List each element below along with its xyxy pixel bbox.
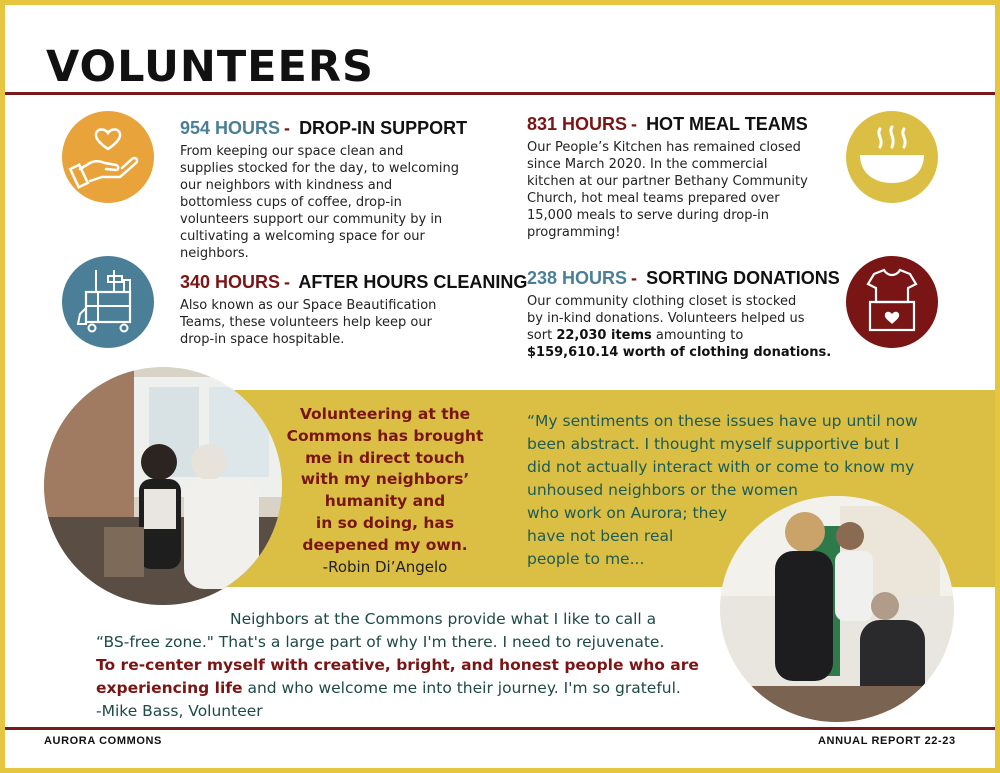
footer-divider [5,727,995,730]
cleaning-cart-icon [62,256,154,348]
stat-label: SORTING DONATIONS [646,268,840,288]
pull-quote-robin [266,404,504,577]
stat-description: Our People’s Kitchen has remained closed since March 2020. In the commercial kitchen at our partner Bethany Community Church, hot meal teams prepared over 15,000 meals to serve during drop-in programming! [527,140,808,240]
pull-quote-author: -Robin Di’Angelo [322,557,448,576]
hand-heart-icon [62,111,154,203]
volunteers-serving-photo [44,367,282,605]
stat-hours: 340 HOURS [180,272,281,292]
stat-description: From keeping our space clean and supplies stocked for the day, to welcoming our neighbors with kindness and bottomless cups of coffee, drop-in volunteers support our community by in cultivating a welcoming space for our neighbors. [180,144,460,261]
stat-description: Also known as our Space Beautification Teams, these volunteers help keep our drop-in space hospitable. [180,298,437,347]
footer-report-title: ANNUAL REPORT 22-23 [818,735,956,747]
testimonial-author: -Mike Bass, Volunteer [96,702,263,720]
stat-drop-in-support: 954 HOURS - DROP-IN SUPPORT From keeping our space clean and supplies stocked for the day, to welcoming our neighbors with kindness and bottomless cups of coffee, drop-in volunteers support our community by in cultivating a welcoming space for our neighbors. [180,117,510,262]
stat-label: HOT MEAL TEAMS [646,114,808,134]
stat-hours: 954 HOURS [180,118,281,138]
stat-hours: 238 HOURS [527,268,628,288]
stat-label: AFTER HOURS CLEANING [298,272,528,292]
stat-label: DROP-IN SUPPORT [299,118,468,138]
clothing-box-icon [846,256,938,348]
stat-hours: 831 HOURS [527,114,628,134]
footer-organization: AURORA COMMONS [44,735,162,747]
soup-bowl-icon [846,111,938,203]
testimonial-mike-bass: Neighbors at the Commons provide what I like to call a “BS-free zone." That's a large part of why I'm there. I need to rejuvenate. To re-center myself with creative, bright, and honest people who are experiencing life and who welcome me into their journey. I'm so grateful. -Mike Bass, Volunteer [96,608,699,723]
stat-hot-meal-teams: 831 HOURS - HOT MEAL TEAMS Our People’s Kitchen has remained closed since March 2020. In the commercial kitchen at our partner Bethany Community Church, hot meal teams prepared over 15,000 meals to serve during drop-in programming! [527,113,837,241]
header-divider [5,92,995,95]
stat-description: Our community clothing closet is stocked by in-kind donations. Volunteers helped us sort 22,030 items amounting to $159,610.14 worth of clothing donations. [527,294,832,360]
pull-quote-sentiments: “My sentiments on these issues have up until now been abstract. I thought myself supportive but I did not actually interact with or come to know my unhoused neighbors or the women who work on Aurora; they have not been real people to me... [527,412,918,568]
stat-sorting-donations: 238 HOURS - SORTING DONATIONS Our community clothing closet is stocked by in-kind donations. Volunteers helped us sort 22,030 items amounting to $159,610.14 worth of clothing donations. [527,268,840,360]
pull-quote-text: Volunteering at the Commons has brought me in direct touch with my neighbors’ humanity and in so doing, has deepened my own. [286,405,484,554]
haircut-photo [720,496,954,722]
page-title: VOLUNTEERS [46,42,375,92]
stat-after-hours-cleaning: 340 HOURS - AFTER HOURS CLEANING Also known as our Space Beautification Teams, these volunteers help keep our drop-in space hospitable. [180,272,528,347]
